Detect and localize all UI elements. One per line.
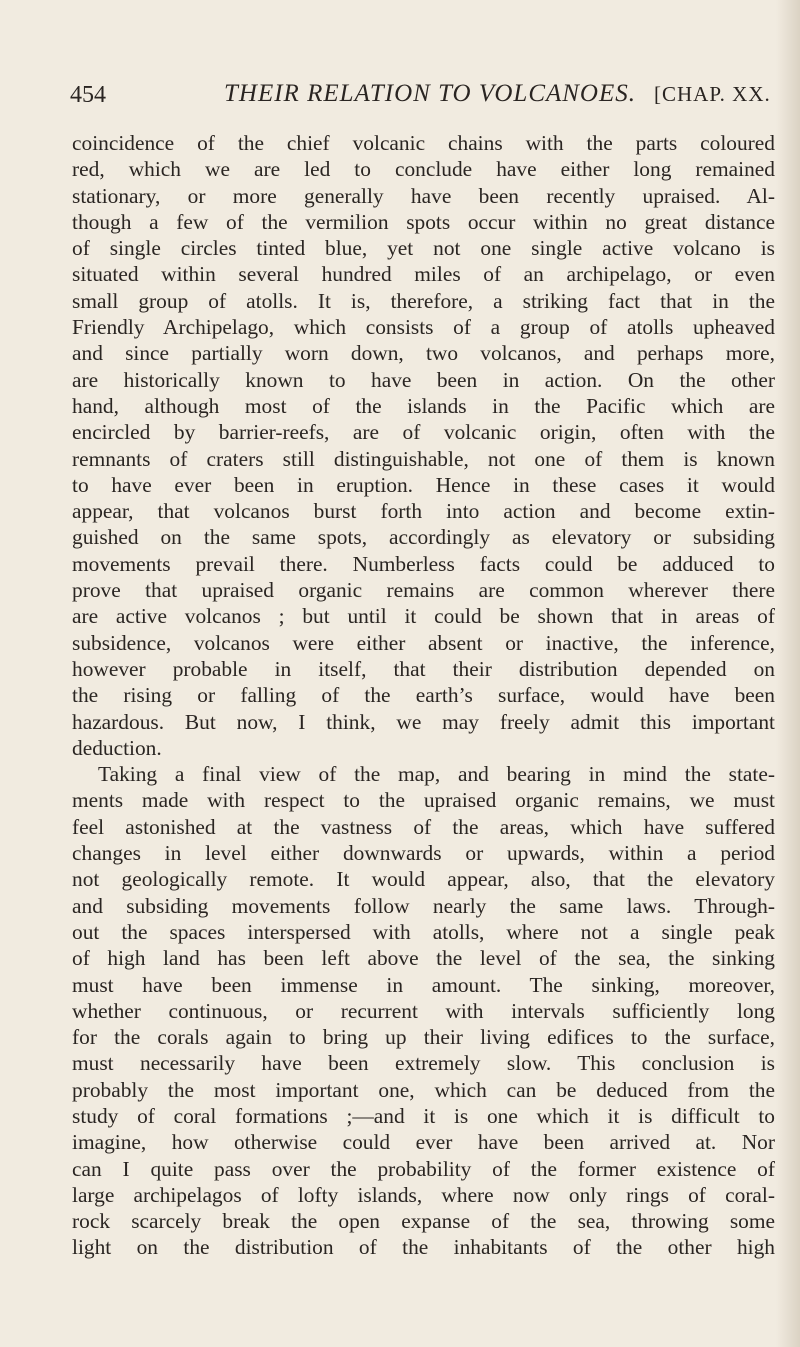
text-line: encircled by barrier-reefs, are of volcanic origin, often with the <box>72 420 775 445</box>
text-line: probably the most important one, which can be deduced from the <box>72 1077 775 1102</box>
text-line: must have been immense in amount. The sinking, moreover, <box>72 972 775 997</box>
text-line: coincidence of the chief volcanic chains with the parts coloured <box>72 131 775 155</box>
text-line: out the spaces interspersed with atolls, where not a single peak <box>72 919 775 944</box>
text-line: are historically known to have been in action. On the other <box>72 367 775 392</box>
text-line: appear, that volcanos burst forth into action and become extin- <box>72 499 775 524</box>
text-line: of high land has been left above the level of the sea, the sinking <box>72 946 775 971</box>
text-line: to have ever been in eruption. Hence in these cases it would <box>72 472 775 497</box>
text-line: Taking a final view of the map, and bearing in mind the state- <box>98 762 775 787</box>
text-line: must necessarily have been extremely slow. This conclusion is <box>72 1051 775 1076</box>
text-line: rock scarcely break the open expanse of the sea, throwing some <box>72 1209 775 1234</box>
text-line: the rising or falling of the earth’s surface, would have been <box>72 683 775 708</box>
text-line: however probable in itself, that their distribution depended on <box>72 656 775 681</box>
text-line: are active volcanos ; but until it could be shown that in areas of <box>72 604 775 629</box>
text-line: and since partially worn down, two volcanos, and perhaps more, <box>72 341 775 366</box>
page-edge-shadow <box>776 0 800 1347</box>
text-line: stationary, or more generally have been recently upraised. Al- <box>72 183 775 208</box>
text-line: guished on the same spots, accordingly as elevatory or subsiding <box>72 525 775 550</box>
text-line: small group of atolls. It is, therefore, a striking fact that in the <box>72 288 775 313</box>
text-line: of single circles tinted blue, yet not one single active volcano is <box>72 236 775 261</box>
chapter-label: [CHAP. XX. <box>654 82 771 106</box>
text-line: though a few of the vermilion spots occur within no great distance <box>72 209 775 234</box>
page-number: 454 <box>70 82 106 108</box>
text-line: study of coral formations ;—and it is one which it is difficult to <box>72 1103 775 1128</box>
text-line: imagine, how otherwise could ever have been arrived at. Nor <box>72 1130 775 1155</box>
text-line: large archipelagos of lofty islands, where now only rings of coral- <box>72 1182 775 1207</box>
text-line: whether continuous, or recurrent with intervals sufficiently long <box>72 998 775 1023</box>
text-line: Friendly Archipelago, which consists of a group of atolls upheaved <box>72 315 775 340</box>
text-line: movements prevail there. Numberless facts could be adduced to <box>72 551 775 576</box>
text-line: deduction. <box>72 735 162 760</box>
text-line: prove that upraised organic remains are common wherever there <box>72 578 775 603</box>
text-line: for the corals again to bring up their living edifices to the surface, <box>72 1025 775 1050</box>
text-line: red, which we are led to conclude have either long remained <box>72 157 775 182</box>
text-line: feel astonished at the vastness of the areas, which have suffered <box>72 814 775 839</box>
text-line: hazardous. But now, I think, we may freely admit this important <box>72 709 775 734</box>
text-line: and subsiding movements follow nearly the same laws. Through- <box>72 893 775 918</box>
text-line: changes in level either downwards or upwards, within a period <box>72 841 775 866</box>
text-line: ments made with respect to the upraised organic remains, we must <box>72 788 775 813</box>
text-line: hand, although most of the islands in the Pacific which are <box>72 393 775 418</box>
text-line: can I quite pass over the probability of the former existence of <box>72 1156 775 1181</box>
running-header <box>70 80 800 116</box>
text-line: remnants of craters still distinguishable, not one of them is known <box>72 446 775 471</box>
text-line: not geologically remote. It would appear, also, that the elevatory <box>72 867 775 892</box>
body-text <box>72 130 775 1261</box>
running-title: THEIR RELATION TO VOLCANOES. <box>224 80 637 107</box>
text-line: situated within several hundred miles of an archipelago, or even <box>72 262 775 287</box>
text-line: subsidence, volcanos were either absent or inactive, the inference, <box>72 630 775 655</box>
text-line: light on the distribution of the inhabitants of the other high <box>72 1235 775 1260</box>
